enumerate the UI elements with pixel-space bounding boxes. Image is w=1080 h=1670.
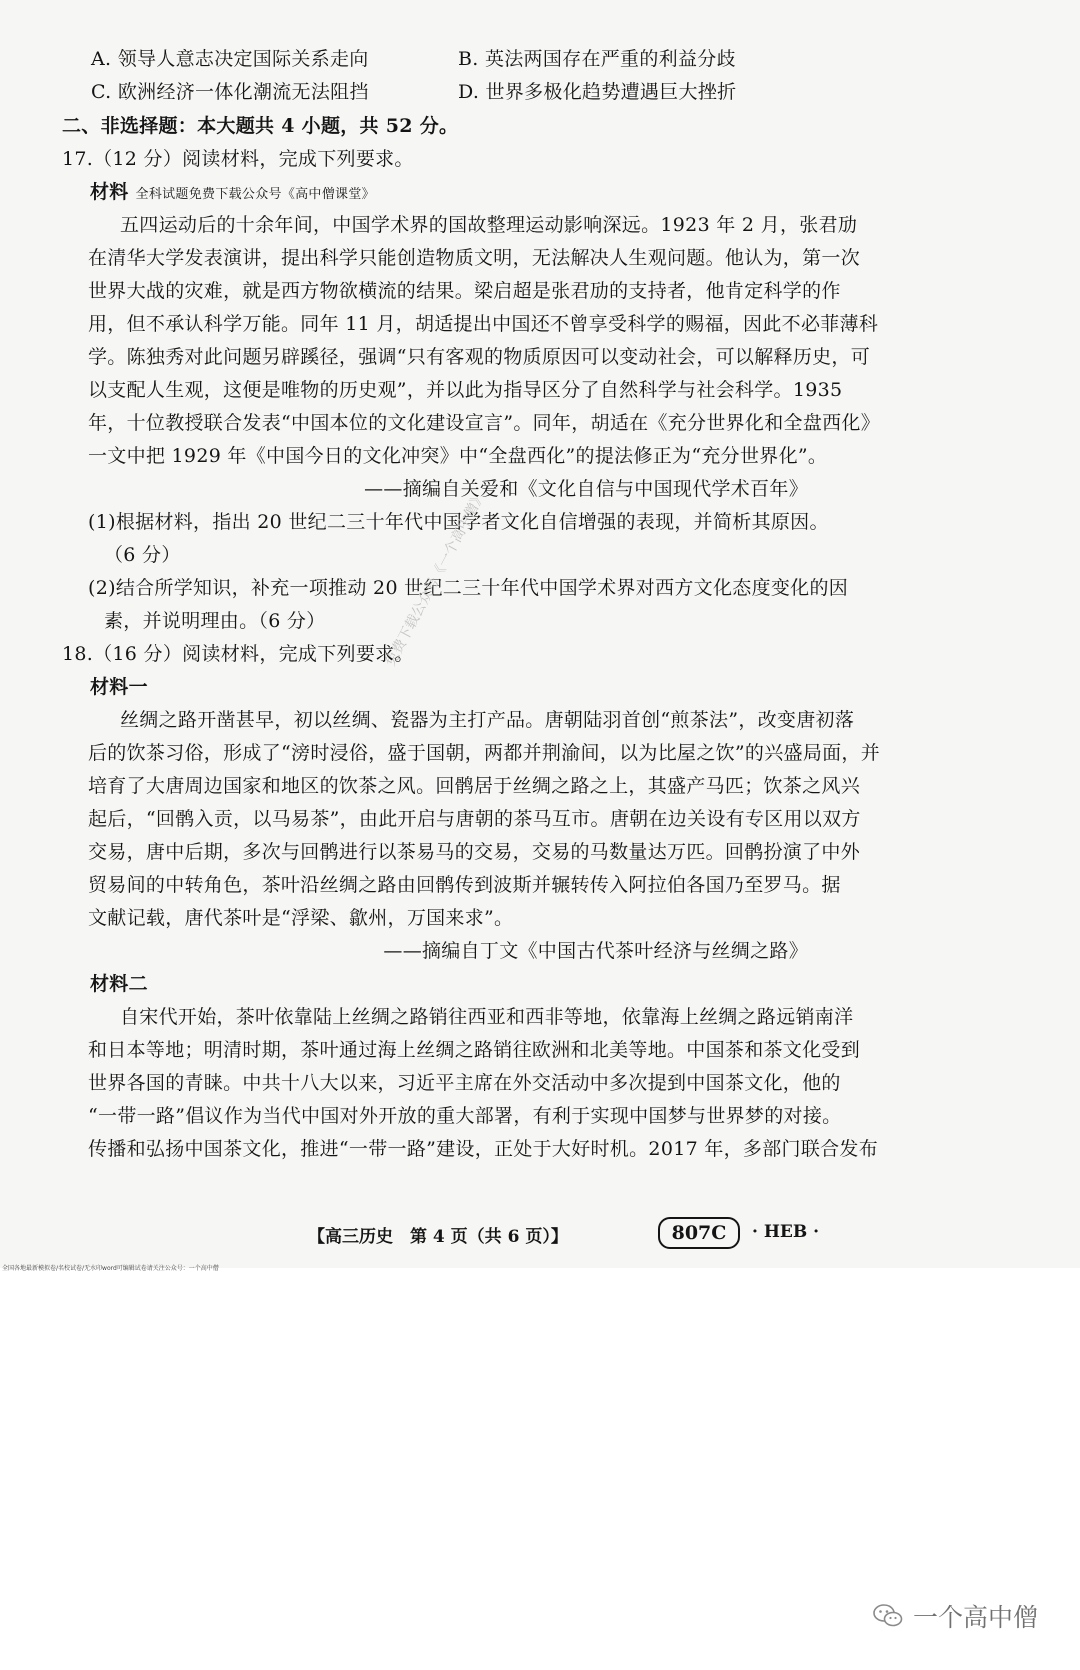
q17-sub2-line: (2)结合所学知识，补充一项推动 20 世纪二三十年代中国学术界对西方文化态度变化的因 xyxy=(88,577,849,599)
footer-page-info: 【高三历史 第 4 页（共 6 页）】 xyxy=(308,1227,568,1247)
q18-material2-label: 材料二 xyxy=(90,973,148,995)
q18-material1-line: 文献记载，唐代茶叶是“浮梁、歙州，万国来求”。 xyxy=(88,907,514,929)
option-c: C. 欧洲经济一体化潮流无法阻挡 xyxy=(91,81,369,103)
q18-material2-line: 世界各国的青睐。中共十八大以来，习近平主席在外交活动中多次提到中国茶文化，他的 xyxy=(88,1072,841,1094)
q18-material2-line: “一带一路”倡议作为当代中国对外开放的重大部署，有利于实现中国梦与世界梦的对接。 xyxy=(88,1105,842,1127)
q18-material1-line: 培育了大唐周边国家和地区的饮茶之风。回鹘居于丝绸之路之上，其盛产马匹；饮茶之风兴 xyxy=(88,775,861,797)
q18-stem: 18.（16 分）阅读材料，完成下列要求。 xyxy=(62,643,414,665)
q18-material1-line: 丝绸之路开凿甚早，初以丝绸、瓷器为主打产品。唐朝陆羽首创“煎茶法”，改变唐初落 xyxy=(120,709,855,731)
q17-paragraph-line: 世界大战的灾难，就是西方物欲横流的结果。梁启超是张君劢的支持者，他肯定科学的作 xyxy=(88,280,841,302)
q17-sub2-line: 素，并说明理由。（6 分） xyxy=(104,610,326,632)
q18-material1-line: 后的饮茶习俗，形成了“滂时浸俗，盛于国朝，两都并荆渝间，以为比屋之饮”的兴盛局面，并 xyxy=(88,742,881,764)
q17-attribution: ——摘编自关爱和《文化自信与中国现代学术百年》 xyxy=(364,478,808,500)
bottom-note: 全国各地最新模拟卷/名校试卷/无水印word可编辑试卷请关注公众号：一个高中僧 xyxy=(2,1265,219,1272)
section-heading: 二、非选择题：本大题共 4 小题，共 52 分。 xyxy=(62,115,459,137)
q17-paragraph-line: 五四运动后的十余年间，中国学术界的国故整理运动影响深远。1923 年 2 月，张君劢 xyxy=(120,214,858,236)
q17-paragraph-line: 以支配人生观，这便是唯物的历史观”，并以此为指导区分了自然科学与社会科学。1935 xyxy=(88,379,843,401)
q17-paragraph-line: 一文中把 1929 年《中国今日的文化冲突》中“全盘西化”的提法修正为“充分世界化”。 xyxy=(88,445,828,467)
exam-code-badge: 807C xyxy=(658,1217,740,1249)
option-d: D. 世界多极化趋势遭遇巨大挫折 xyxy=(458,81,737,103)
brand-watermark xyxy=(873,1598,1038,1634)
option-b: B. 英法两国存在严重的利益分歧 xyxy=(458,48,736,70)
q17-paragraph-line: 在清华大学发表演讲，提出科学只能创造物质文明，无法解决人生观问题。他认为，第一次 xyxy=(88,247,861,269)
q18-material1-line: 起后，“回鹘入贡，以马易茶”，由此开启与唐朝的茶马互市。唐朝在边关设有专区用以双方 xyxy=(88,808,861,830)
q17-paragraph-line: 学。陈独秀对此问题另辟蹊径，强调“只有客观的物质原因可以变动社会，可以解释历史，可 xyxy=(88,346,871,368)
q17-material-heading xyxy=(90,179,375,208)
q17-stem: 17.（12 分）阅读材料，完成下列要求。 xyxy=(62,148,414,170)
q17-sub1-line: (1)根据材料，指出 20 世纪二三十年代中国学者文化自信增强的表现，并简析其原因。 xyxy=(88,511,829,533)
footer-tag: · HEB · xyxy=(752,1222,820,1242)
q18-material1-line: 交易，唐中后期，多次与回鹘进行以茶易马的交易，交易的马数量达万匹。回鹘扮演了中外 xyxy=(88,841,861,863)
q17-material-note: 全科试题免费下载公众号《高中僧课堂》 xyxy=(135,187,375,202)
q18-material2-line: 和日本等地；明清时期，茶叶通过海上丝绸之路销往欧洲和北美等地。中国茶和茶文化受到 xyxy=(88,1039,861,1061)
q18-material1-label: 材料一 xyxy=(90,676,148,698)
option-a: A. 领导人意志决定国际关系走向 xyxy=(91,48,369,70)
brand-name: 一个高中僧 xyxy=(912,1603,1038,1632)
watermark-text: 免费下载公众号《一个高中僧》 xyxy=(382,488,489,669)
wechat-icon xyxy=(873,1603,903,1629)
q17-paragraph-line: 用，但不承认科学万能。同年 11 月，胡适提出中国还不曾享受科学的赐福，因此不必菲薄科 xyxy=(88,313,879,335)
q17-sub1-line: （6 分） xyxy=(104,544,181,566)
q17-material-label: 材料 xyxy=(90,181,129,203)
q18-attribution1: ——摘编自丁文《中国古代茶叶经济与丝绸之路》 xyxy=(383,940,808,962)
q17-paragraph-line: 年，十位教授联合发表“中国本位的文化建设宣言”。同年，胡适在《充分世界化和全盘西化》 xyxy=(88,412,881,434)
q18-material1-line: 贸易间的中转角色，茶叶沿丝绸之路由回鹘传到波斯并辗转传入阿拉伯各国乃至罗马。据 xyxy=(88,874,841,896)
q18-material2-line: 传播和弘扬中国茶文化，推进“一带一路”建设，正处于大好时机。2017 年，多部门联合发布 xyxy=(88,1138,879,1160)
q18-material2-line: 自宋代开始，茶叶依靠陆上丝绸之路销往西亚和西非等地，依靠海上丝绸之路远销南洋 xyxy=(120,1006,854,1028)
